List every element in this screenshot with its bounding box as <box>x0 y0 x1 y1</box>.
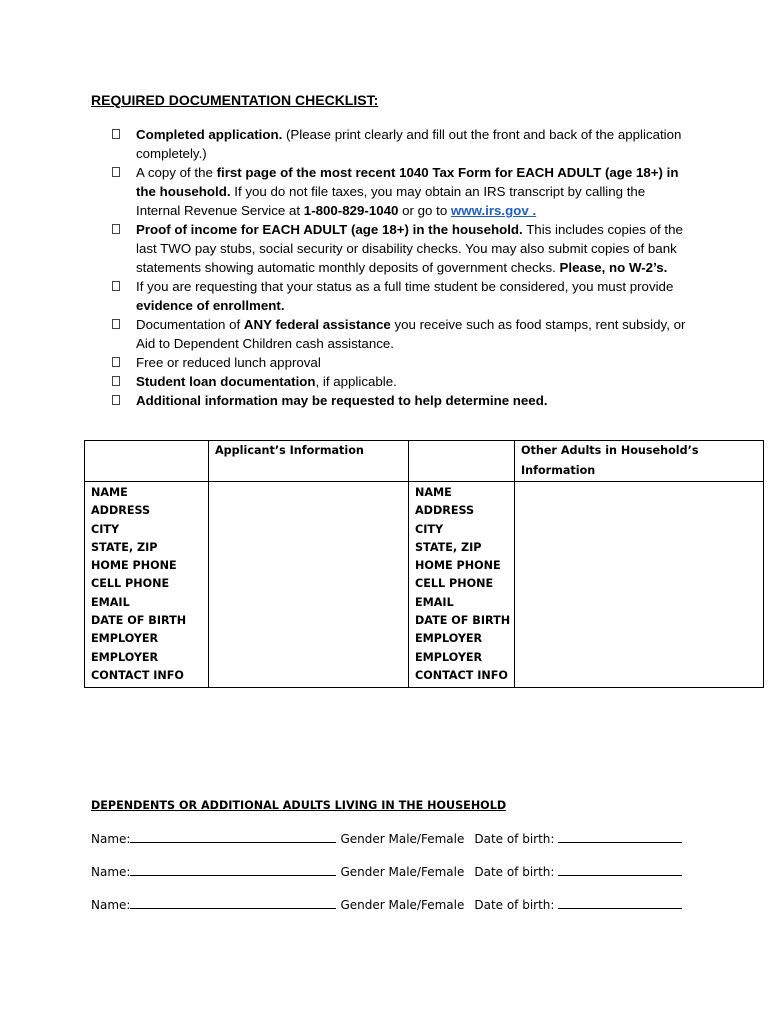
item-text: you receive such as food stamps, rent subsidy, or Aid to Dependent Children cash assistance. <box>136 317 686 351</box>
item-bold-text: ANY federal assistance <box>243 317 391 332</box>
checklist-item <box>112 315 687 353</box>
item-bold-text: Completed application. <box>136 127 283 142</box>
checklist-item <box>112 353 687 372</box>
name-blank[interactable] <box>130 830 336 843</box>
field-label: HOME PHONE <box>415 559 501 573</box>
applicant-info-entry[interactable] <box>209 482 409 688</box>
name-blank[interactable] <box>130 863 336 876</box>
dob-label: Date of birth: <box>474 832 555 846</box>
dob-label: Date of birth: <box>474 898 555 912</box>
item-text: Documentation of <box>136 317 244 332</box>
name-label: Name: <box>91 865 131 879</box>
item-text: , if applicable. <box>315 374 397 389</box>
item-bold-text: evidence of enrollment. <box>136 298 285 313</box>
checkbox[interactable] <box>112 357 120 367</box>
field-label: EMPLOYER <box>91 650 159 664</box>
dob-label: Date of birth: <box>474 865 555 879</box>
field-label: STATE, ZIP <box>415 540 482 554</box>
field-label: NAME <box>415 486 452 499</box>
checkbox[interactable] <box>112 167 120 177</box>
field-label: STATE, ZIP <box>91 540 158 554</box>
table-header-row <box>85 441 764 482</box>
item-text: A copy of the <box>136 165 217 180</box>
field-label: CITY <box>415 522 444 536</box>
field-label: DATE OF BIRTH <box>415 614 511 628</box>
checklist-item <box>112 372 687 391</box>
checklist-heading: REQUIRED DOCUMENTATION CHECKLIST: <box>91 92 379 108</box>
documentation-checklist <box>112 125 687 410</box>
field-label: EMAIL <box>91 595 130 609</box>
field-label: CONTACT INFO <box>415 668 508 682</box>
header-blank-cell <box>409 441 515 482</box>
gender-label[interactable]: Gender Male/Female <box>340 832 465 846</box>
item-bold-text: Student loan documentation <box>136 374 316 389</box>
checklist-item <box>112 220 687 277</box>
item-text: (Please print clearly and fill out the front and back of the application completely.) <box>136 127 682 161</box>
other-adult-info-entry[interactable] <box>515 482 764 688</box>
other-adults-info-header: Other Adults in Household’s Information <box>515 441 764 482</box>
checkbox[interactable] <box>112 129 120 139</box>
header-blank-cell <box>85 441 209 482</box>
dob-blank[interactable] <box>558 896 682 909</box>
gender-label[interactable]: Gender Male/Female <box>340 865 465 879</box>
irs-website-link[interactable]: www.irs.gov . <box>450 203 537 218</box>
dob-blank[interactable] <box>558 830 682 843</box>
checkbox[interactable] <box>112 395 120 405</box>
item-text: If you are requesting that your status as a full time student be considered, you must provide <box>136 279 674 294</box>
applicant-info-header: Applicant’s Information <box>209 441 409 482</box>
field-label: CELL PHONE <box>91 577 170 591</box>
dependent-row <box>91 863 682 879</box>
checklist-item <box>112 277 687 315</box>
field-label: CITY <box>91 522 120 536</box>
name-label: Name: <box>91 832 131 846</box>
applicant-field-labels <box>85 482 209 688</box>
name-blank[interactable] <box>130 896 336 909</box>
checkbox[interactable] <box>112 281 120 291</box>
field-label: DATE OF BIRTH <box>91 614 187 628</box>
item-text: If you do not file taxes, you may obtain an IRS transcript by calling the Internal Revenue Service at <box>136 184 646 218</box>
other-adult-field-labels <box>409 482 515 688</box>
item-bold-text: Proof of income for EACH ADULT (age 18+) in the household. <box>136 222 523 237</box>
dob-blank[interactable] <box>558 863 682 876</box>
irs-phone-number: 1-800-829-1040 <box>303 203 399 218</box>
dependent-row <box>91 830 682 846</box>
checklist-item <box>112 391 687 410</box>
item-text: or go to <box>398 203 451 218</box>
table-body-row <box>85 482 764 688</box>
field-label: ADDRESS <box>415 504 475 518</box>
field-label: EMPLOYER <box>415 632 483 646</box>
field-label: ADDRESS <box>91 504 151 518</box>
field-label: NAME <box>91 486 128 499</box>
item-bold-text: Additional information may be requested to help determine need. <box>136 393 548 408</box>
checklist-item <box>112 125 687 163</box>
dependent-row <box>91 896 682 912</box>
item-text: This includes copies of the last TWO pay stubs, social security or disability checks. You may also submit copies of bank statements showing automatic monthly deposits of government checks. <box>136 222 683 275</box>
field-label: CONTACT INFO <box>91 668 184 682</box>
field-label: CELL PHONE <box>415 577 494 591</box>
item-bold-text: Please, no W-2’s. <box>559 260 668 275</box>
checkbox[interactable] <box>112 376 120 386</box>
field-label: EMPLOYER <box>91 632 159 646</box>
dependents-heading: DEPENDENTS OR ADDITIONAL ADULTS LIVING IN THE HOUSEHOLD <box>91 799 507 812</box>
household-info-table <box>84 440 764 688</box>
name-label: Name: <box>91 898 131 912</box>
item-text: Free or reduced lunch approval <box>136 355 321 370</box>
checkbox[interactable] <box>112 224 120 234</box>
field-label: EMPLOYER <box>415 650 483 664</box>
field-label: EMAIL <box>415 595 454 609</box>
item-bold-text: first page of the most recent 1040 Tax Form for EACH ADULT (age 18+) in the household. <box>136 165 679 199</box>
field-label: HOME PHONE <box>91 559 177 573</box>
gender-label[interactable]: Gender Male/Female <box>340 898 465 912</box>
checkbox[interactable] <box>112 319 120 329</box>
checklist-item <box>112 163 687 220</box>
